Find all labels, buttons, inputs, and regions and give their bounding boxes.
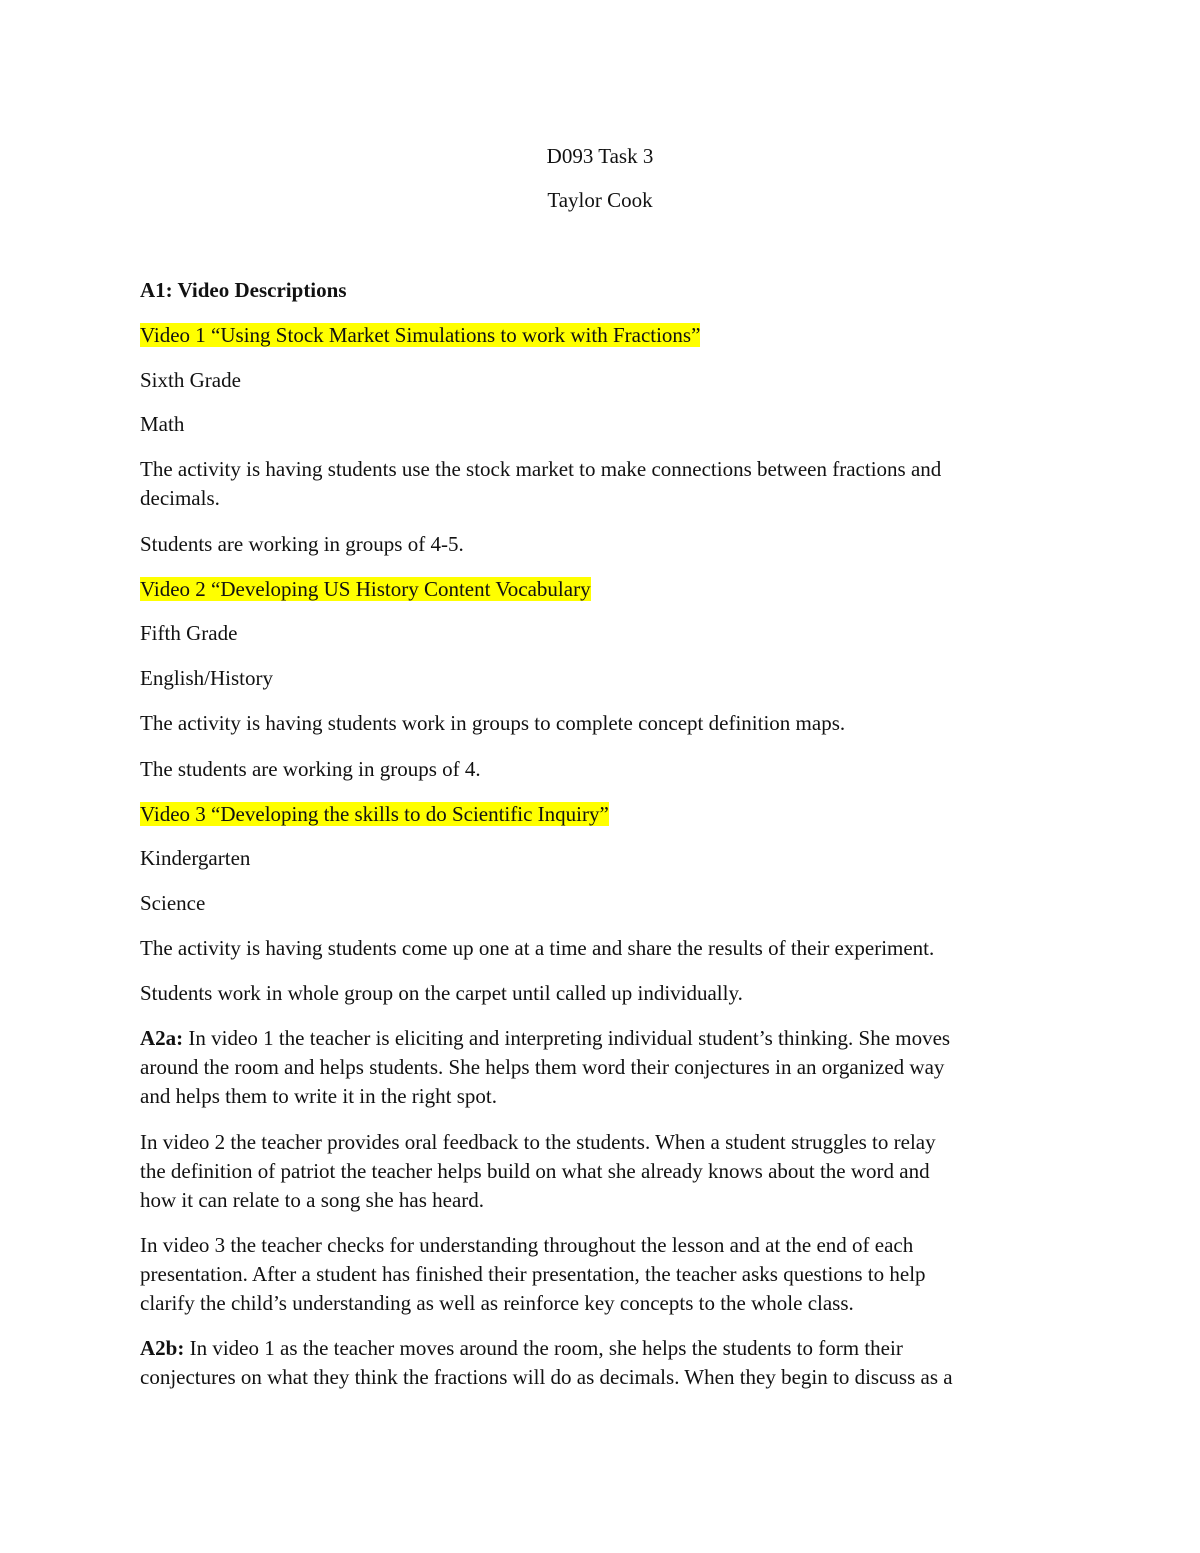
video-3-subject: Science bbox=[140, 891, 206, 915]
video-2-title bbox=[140, 575, 591, 604]
video-2-activity: The activity is having students work in groups to complete concept definition maps. bbox=[140, 711, 846, 735]
video-3-grouping: Students work in whole group on the carpet until called up individually. bbox=[140, 981, 743, 1005]
video-1-subject: Math bbox=[140, 412, 185, 436]
a2a-paragraph-3-line-3: clarify the child’s understanding as well as reinforce key concepts to the whole class. bbox=[140, 1291, 854, 1315]
video-1-grade: Sixth Grade bbox=[140, 368, 241, 392]
video-1-activity-line-1: The activity is having students use the stock market to make connections between fractions and bbox=[140, 457, 942, 481]
video-1-grouping: Students are working in groups of 4-5. bbox=[140, 532, 464, 556]
video-1-title bbox=[140, 321, 700, 350]
a2a-paragraph-1-line-3: and helps them to write it in the right spot. bbox=[140, 1084, 497, 1108]
a2a-paragraph-1-line-1 bbox=[140, 1024, 950, 1053]
a2b-paragraph-1-line-2: conjectures on what they think the fractions will do as decimals. When they begin to discuss as a bbox=[140, 1365, 953, 1389]
highlight: Video 1 “Using Stock Market Simulations to work with Fractions” bbox=[140, 323, 701, 347]
a2a-paragraph-2-line-2: the definition of patriot the teacher helps build on what she already knows about the word and bbox=[140, 1159, 930, 1183]
section-heading-a1: A1: Video Descriptions bbox=[140, 278, 347, 302]
a2a-paragraph-2-line-3: how it can relate to a song she has heard. bbox=[140, 1188, 485, 1212]
a2b-label: A2b: bbox=[140, 1336, 185, 1360]
a2b-paragraph-1-line-1 bbox=[140, 1334, 903, 1363]
a2b-text: In video 1 as the teacher moves around the room, she helps the students to form their bbox=[184, 1336, 903, 1360]
highlight: Video 2 “Developing US History Content Vocabulary bbox=[140, 577, 591, 601]
a2a-paragraph-3-line-2: presentation. After a student has finished their presentation, the teacher asks questions to help bbox=[140, 1262, 926, 1286]
video-2-grouping: The students are working in groups of 4. bbox=[140, 757, 481, 781]
video-2-grade: Fifth Grade bbox=[140, 621, 238, 645]
a2a-paragraph-1-line-2: around the room and helps students. She helps them word their conjectures in an organized way bbox=[140, 1055, 945, 1079]
highlight: Video 3 “Developing the skills to do Scientific Inquiry” bbox=[140, 802, 609, 826]
video-3-grade: Kindergarten bbox=[140, 846, 251, 870]
a2a-paragraph-2-line-1: In video 2 the teacher provides oral feedback to the students. When a student struggles to relay bbox=[140, 1130, 936, 1154]
document-title: D093 Task 3 bbox=[546, 144, 654, 168]
video-3-title bbox=[140, 800, 609, 829]
video-1-activity-line-2: decimals. bbox=[140, 486, 220, 510]
video-3-activity: The activity is having students come up one at a time and share the results of their experiment. bbox=[140, 936, 935, 960]
a2a-label: A2a: bbox=[140, 1026, 184, 1050]
a2a-text: In video 1 the teacher is eliciting and interpreting individual student’s thinking. She moves bbox=[183, 1026, 951, 1050]
video-2-subject: English/History bbox=[140, 666, 274, 690]
author-name: Taylor Cook bbox=[547, 188, 653, 212]
a2a-paragraph-3-line-1: In video 3 the teacher checks for understanding throughout the lesson and at the end of each bbox=[140, 1233, 914, 1257]
